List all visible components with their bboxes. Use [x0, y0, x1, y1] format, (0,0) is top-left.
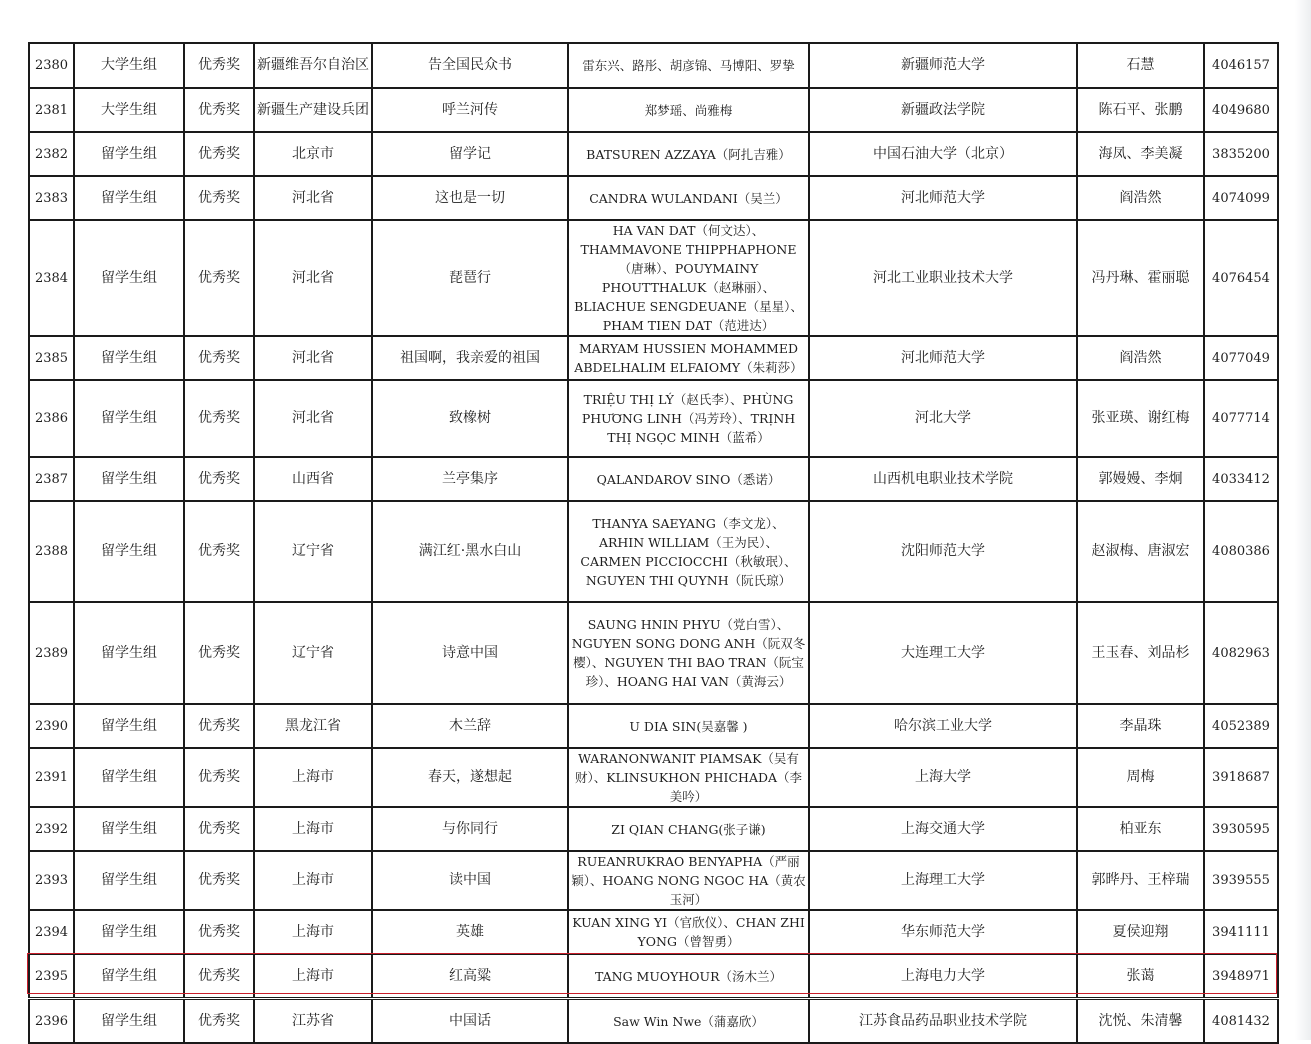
- table-row: [29, 43, 1278, 88]
- authors-cell: WARANONWANIT PIAMSAK（吴有财）、KLINSUKHON PHICHADA（李美吟）: [568, 748, 809, 807]
- viewer-edge: [1295, 0, 1311, 1040]
- school-cell: 上海交通大学: [809, 807, 1077, 851]
- group-cell: 留学生组: [74, 851, 184, 910]
- row-number: 2392: [29, 807, 74, 851]
- group-cell: 留学生组: [74, 501, 184, 602]
- row-number: 2380: [29, 43, 74, 88]
- code-cell: 4046157: [1204, 43, 1278, 88]
- award-cell: 优秀奖: [184, 704, 254, 748]
- row-number: 2382: [29, 132, 74, 176]
- title-cell: 祖国啊，我亲爱的祖国: [372, 336, 568, 380]
- teacher-cell: 张亚瑛、谢红梅: [1077, 380, 1204, 457]
- teacher-cell: 陈石平、张鹏: [1077, 88, 1204, 132]
- row-number: 2389: [29, 602, 74, 704]
- group-cell: 留学生组: [74, 457, 184, 501]
- teacher-cell: 郭嫚嫚、李炯: [1077, 457, 1204, 501]
- award-cell: 优秀奖: [184, 807, 254, 851]
- school-cell: 河北师范大学: [809, 336, 1077, 380]
- authors-cell: MARYAM HUSSIEN MOHAMMED ABDELHALIM ELFAIOMY（朱莉莎）: [568, 336, 809, 380]
- row-number: 2381: [29, 88, 74, 132]
- code-cell: 4074099: [1204, 176, 1278, 220]
- region-cell: 山西省: [254, 457, 372, 501]
- school-cell: 哈尔滨工业大学: [809, 704, 1077, 748]
- teacher-cell: 石慧: [1077, 43, 1204, 88]
- title-cell: 这也是一切: [372, 176, 568, 220]
- authors-cell: Saw Win Nwe（蒲嘉欣）: [568, 999, 809, 1044]
- row-number: 2395: [29, 954, 74, 999]
- award-cell: 优秀奖: [184, 999, 254, 1044]
- teacher-cell: 李晶珠: [1077, 704, 1204, 748]
- group-cell: 留学生组: [74, 999, 184, 1044]
- group-cell: 留学生组: [74, 748, 184, 807]
- table-row: [29, 954, 1278, 999]
- title-cell: 诗意中国: [372, 602, 568, 704]
- title-cell: 兰亭集序: [372, 457, 568, 501]
- region-cell: 上海市: [254, 910, 372, 954]
- title-cell: 呼兰河传: [372, 88, 568, 132]
- region-cell: 辽宁省: [254, 501, 372, 602]
- table-row: [29, 999, 1278, 1044]
- code-cell: 4033412: [1204, 457, 1278, 501]
- teacher-cell: 海凤、李美凝: [1077, 132, 1204, 176]
- group-cell: 大学生组: [74, 43, 184, 88]
- code-cell: 4082963: [1204, 602, 1278, 704]
- code-cell: 4080386: [1204, 501, 1278, 602]
- group-cell: 大学生组: [74, 88, 184, 132]
- row-number: 2390: [29, 704, 74, 748]
- award-cell: 优秀奖: [184, 88, 254, 132]
- table-row: [29, 704, 1278, 748]
- row-number: 2384: [29, 220, 74, 336]
- group-cell: 留学生组: [74, 807, 184, 851]
- title-cell: 红高粱: [372, 954, 568, 999]
- code-cell: 4077714: [1204, 380, 1278, 457]
- authors-cell: 郑梦瑶、尚雅梅: [568, 88, 809, 132]
- table-row: [29, 88, 1278, 132]
- school-cell: 新疆政法学院: [809, 88, 1077, 132]
- award-cell: 优秀奖: [184, 910, 254, 954]
- authors-cell: CANDRA WULANDANI（吴兰）: [568, 176, 809, 220]
- code-cell: 4052389: [1204, 704, 1278, 748]
- region-cell: 河北省: [254, 176, 372, 220]
- group-cell: 留学生组: [74, 954, 184, 999]
- teacher-cell: 张蔼: [1077, 954, 1204, 999]
- award-cell: 优秀奖: [184, 176, 254, 220]
- code-cell: 3939555: [1204, 851, 1278, 910]
- school-cell: 上海大学: [809, 748, 1077, 807]
- region-cell: 江苏省: [254, 999, 372, 1044]
- title-cell: 读中国: [372, 851, 568, 910]
- teacher-cell: 王玉春、刘品杉: [1077, 602, 1204, 704]
- group-cell: 留学生组: [74, 602, 184, 704]
- award-cell: 优秀奖: [184, 220, 254, 336]
- table-row: [29, 602, 1278, 704]
- region-cell: 河北省: [254, 220, 372, 336]
- group-cell: 留学生组: [74, 910, 184, 954]
- code-cell: 4076454: [1204, 220, 1278, 336]
- title-cell: 与你同行: [372, 807, 568, 851]
- title-cell: 告全国民众书: [372, 43, 568, 88]
- table-row: [29, 132, 1278, 176]
- award-cell: 优秀奖: [184, 132, 254, 176]
- award-cell: 优秀奖: [184, 501, 254, 602]
- award-cell: 优秀奖: [184, 457, 254, 501]
- table-row: [29, 807, 1278, 851]
- code-cell: 3918687: [1204, 748, 1278, 807]
- region-cell: 河北省: [254, 380, 372, 457]
- group-cell: 留学生组: [74, 176, 184, 220]
- school-cell: 河北师范大学: [809, 176, 1077, 220]
- authors-cell: SAUNG HNIN PHYU（党白雪）、NGUYEN SONG DONG ANH（阮双冬樱）、NGUYEN THI BAO TRAN（阮宝珍）、HOANG HAI VAN（黄海云）: [568, 602, 809, 704]
- authors-cell: QALANDAROV SINO（悉诺）: [568, 457, 809, 501]
- teacher-cell: 夏侯迎翔: [1077, 910, 1204, 954]
- teacher-cell: 沈悦、朱清馨: [1077, 999, 1204, 1044]
- school-cell: 大连理工大学: [809, 602, 1077, 704]
- award-cell: 优秀奖: [184, 851, 254, 910]
- awards-table: [28, 42, 1279, 1044]
- group-cell: 留学生组: [74, 132, 184, 176]
- group-cell: 留学生组: [74, 704, 184, 748]
- school-cell: 新疆师范大学: [809, 43, 1077, 88]
- table-row: [29, 457, 1278, 501]
- row-number: 2391: [29, 748, 74, 807]
- award-cell: 优秀奖: [184, 43, 254, 88]
- code-cell: 4077049: [1204, 336, 1278, 380]
- title-cell: 中国话: [372, 999, 568, 1044]
- authors-cell: TRIỆU THỊ LÝ（赵氏李）、PHÙNG PHƯƠNG LINH（冯芳玲）、TRỊNH THỊ NGỌC MINH（蓝希）: [568, 380, 809, 457]
- row-number: 2386: [29, 380, 74, 457]
- group-cell: 留学生组: [74, 220, 184, 336]
- authors-cell: U DIA SIN(吴嘉馨 ): [568, 704, 809, 748]
- school-cell: 河北工业职业技术大学: [809, 220, 1077, 336]
- table-row: [29, 851, 1278, 910]
- school-cell: 上海电力大学: [809, 954, 1077, 999]
- table-row: [29, 748, 1278, 807]
- authors-cell: 雷东兴、路彤、胡彦锦、马博阳、罗挚: [568, 43, 809, 88]
- region-cell: 新疆生产建设兵团: [254, 88, 372, 132]
- award-cell: 优秀奖: [184, 602, 254, 704]
- authors-cell: ZI QIAN CHANG(张子谦): [568, 807, 809, 851]
- row-number: 2394: [29, 910, 74, 954]
- school-cell: 沈阳师范大学: [809, 501, 1077, 602]
- school-cell: 河北大学: [809, 380, 1077, 457]
- teacher-cell: 赵淑梅、唐淑宏: [1077, 501, 1204, 602]
- school-cell: 上海理工大学: [809, 851, 1077, 910]
- title-cell: 木兰辞: [372, 704, 568, 748]
- title-cell: 春天，遂想起: [372, 748, 568, 807]
- region-cell: 河北省: [254, 336, 372, 380]
- authors-cell: HA VAN DAT（何文达）、THAMMAVONE THIPPHAPHONE（唐琳）、POUYMAINY PHOUTTHALUK（赵琳丽）、BLIACHUE SENGDEUANE（星星）、PHAM TIEN DAT（范进达）: [568, 220, 809, 336]
- title-cell: 满江红·黑水白山: [372, 501, 568, 602]
- teacher-cell: 周梅: [1077, 748, 1204, 807]
- code-cell: 3835200: [1204, 132, 1278, 176]
- row-number: 2396: [29, 999, 74, 1044]
- authors-cell: RUEANRUKRAO BENYAPHA（严丽颖）、HOANG NONG NGOC HA（黄农玉河）: [568, 851, 809, 910]
- code-cell: 3930595: [1204, 807, 1278, 851]
- teacher-cell: 柏亚东: [1077, 807, 1204, 851]
- authors-cell: THANYA SAEYANG（李文龙）、ARHIN WILLIAM（王为民）、CARMEN PICCIOCCHI（秋敏珉）、NGUYEN THI QUYNH（阮氏琼）: [568, 501, 809, 602]
- school-cell: 中国石油大学（北京）: [809, 132, 1077, 176]
- teacher-cell: 郭晔丹、王梓瑞: [1077, 851, 1204, 910]
- award-cell: 优秀奖: [184, 336, 254, 380]
- teacher-cell: 阎浩然: [1077, 176, 1204, 220]
- table-row: [29, 336, 1278, 380]
- region-cell: 上海市: [254, 807, 372, 851]
- award-cell: 优秀奖: [184, 954, 254, 999]
- table-row: [29, 176, 1278, 220]
- code-cell: 3948971: [1204, 954, 1278, 999]
- code-cell: 4049680: [1204, 88, 1278, 132]
- title-cell: 英雄: [372, 910, 568, 954]
- authors-cell: BATSUREN AZZAYA（阿扎吉雅）: [568, 132, 809, 176]
- award-cell: 优秀奖: [184, 380, 254, 457]
- code-cell: 4081432: [1204, 999, 1278, 1044]
- authors-cell: KUAN XING YI（官欣仪）、CHAN ZHI YONG（曾智勇）: [568, 910, 809, 954]
- table-row: [29, 501, 1278, 602]
- group-cell: 留学生组: [74, 336, 184, 380]
- row-number: 2383: [29, 176, 74, 220]
- region-cell: 辽宁省: [254, 602, 372, 704]
- region-cell: 黑龙江省: [254, 704, 372, 748]
- region-cell: 上海市: [254, 748, 372, 807]
- authors-cell: TANG MUOYHOUR（汤木兰）: [568, 954, 809, 999]
- row-number: 2388: [29, 501, 74, 602]
- table-row: [29, 910, 1278, 954]
- code-cell: 3941111: [1204, 910, 1278, 954]
- group-cell: 留学生组: [74, 380, 184, 457]
- table-row: [29, 380, 1278, 457]
- teacher-cell: 冯丹琳、霍丽聪: [1077, 220, 1204, 336]
- region-cell: 上海市: [254, 851, 372, 910]
- school-cell: 华东师范大学: [809, 910, 1077, 954]
- region-cell: 北京市: [254, 132, 372, 176]
- school-cell: 山西机电职业技术学院: [809, 457, 1077, 501]
- row-number: 2385: [29, 336, 74, 380]
- title-cell: 致橡树: [372, 380, 568, 457]
- region-cell: 新疆维吾尔自治区: [254, 43, 372, 88]
- region-cell: 上海市: [254, 954, 372, 999]
- row-number: 2387: [29, 457, 74, 501]
- award-cell: 优秀奖: [184, 748, 254, 807]
- title-cell: 留学记: [372, 132, 568, 176]
- school-cell: 江苏食品药品职业技术学院: [809, 999, 1077, 1044]
- table-row: [29, 220, 1278, 336]
- row-number: 2393: [29, 851, 74, 910]
- teacher-cell: 阎浩然: [1077, 336, 1204, 380]
- title-cell: 琵琶行: [372, 220, 568, 336]
